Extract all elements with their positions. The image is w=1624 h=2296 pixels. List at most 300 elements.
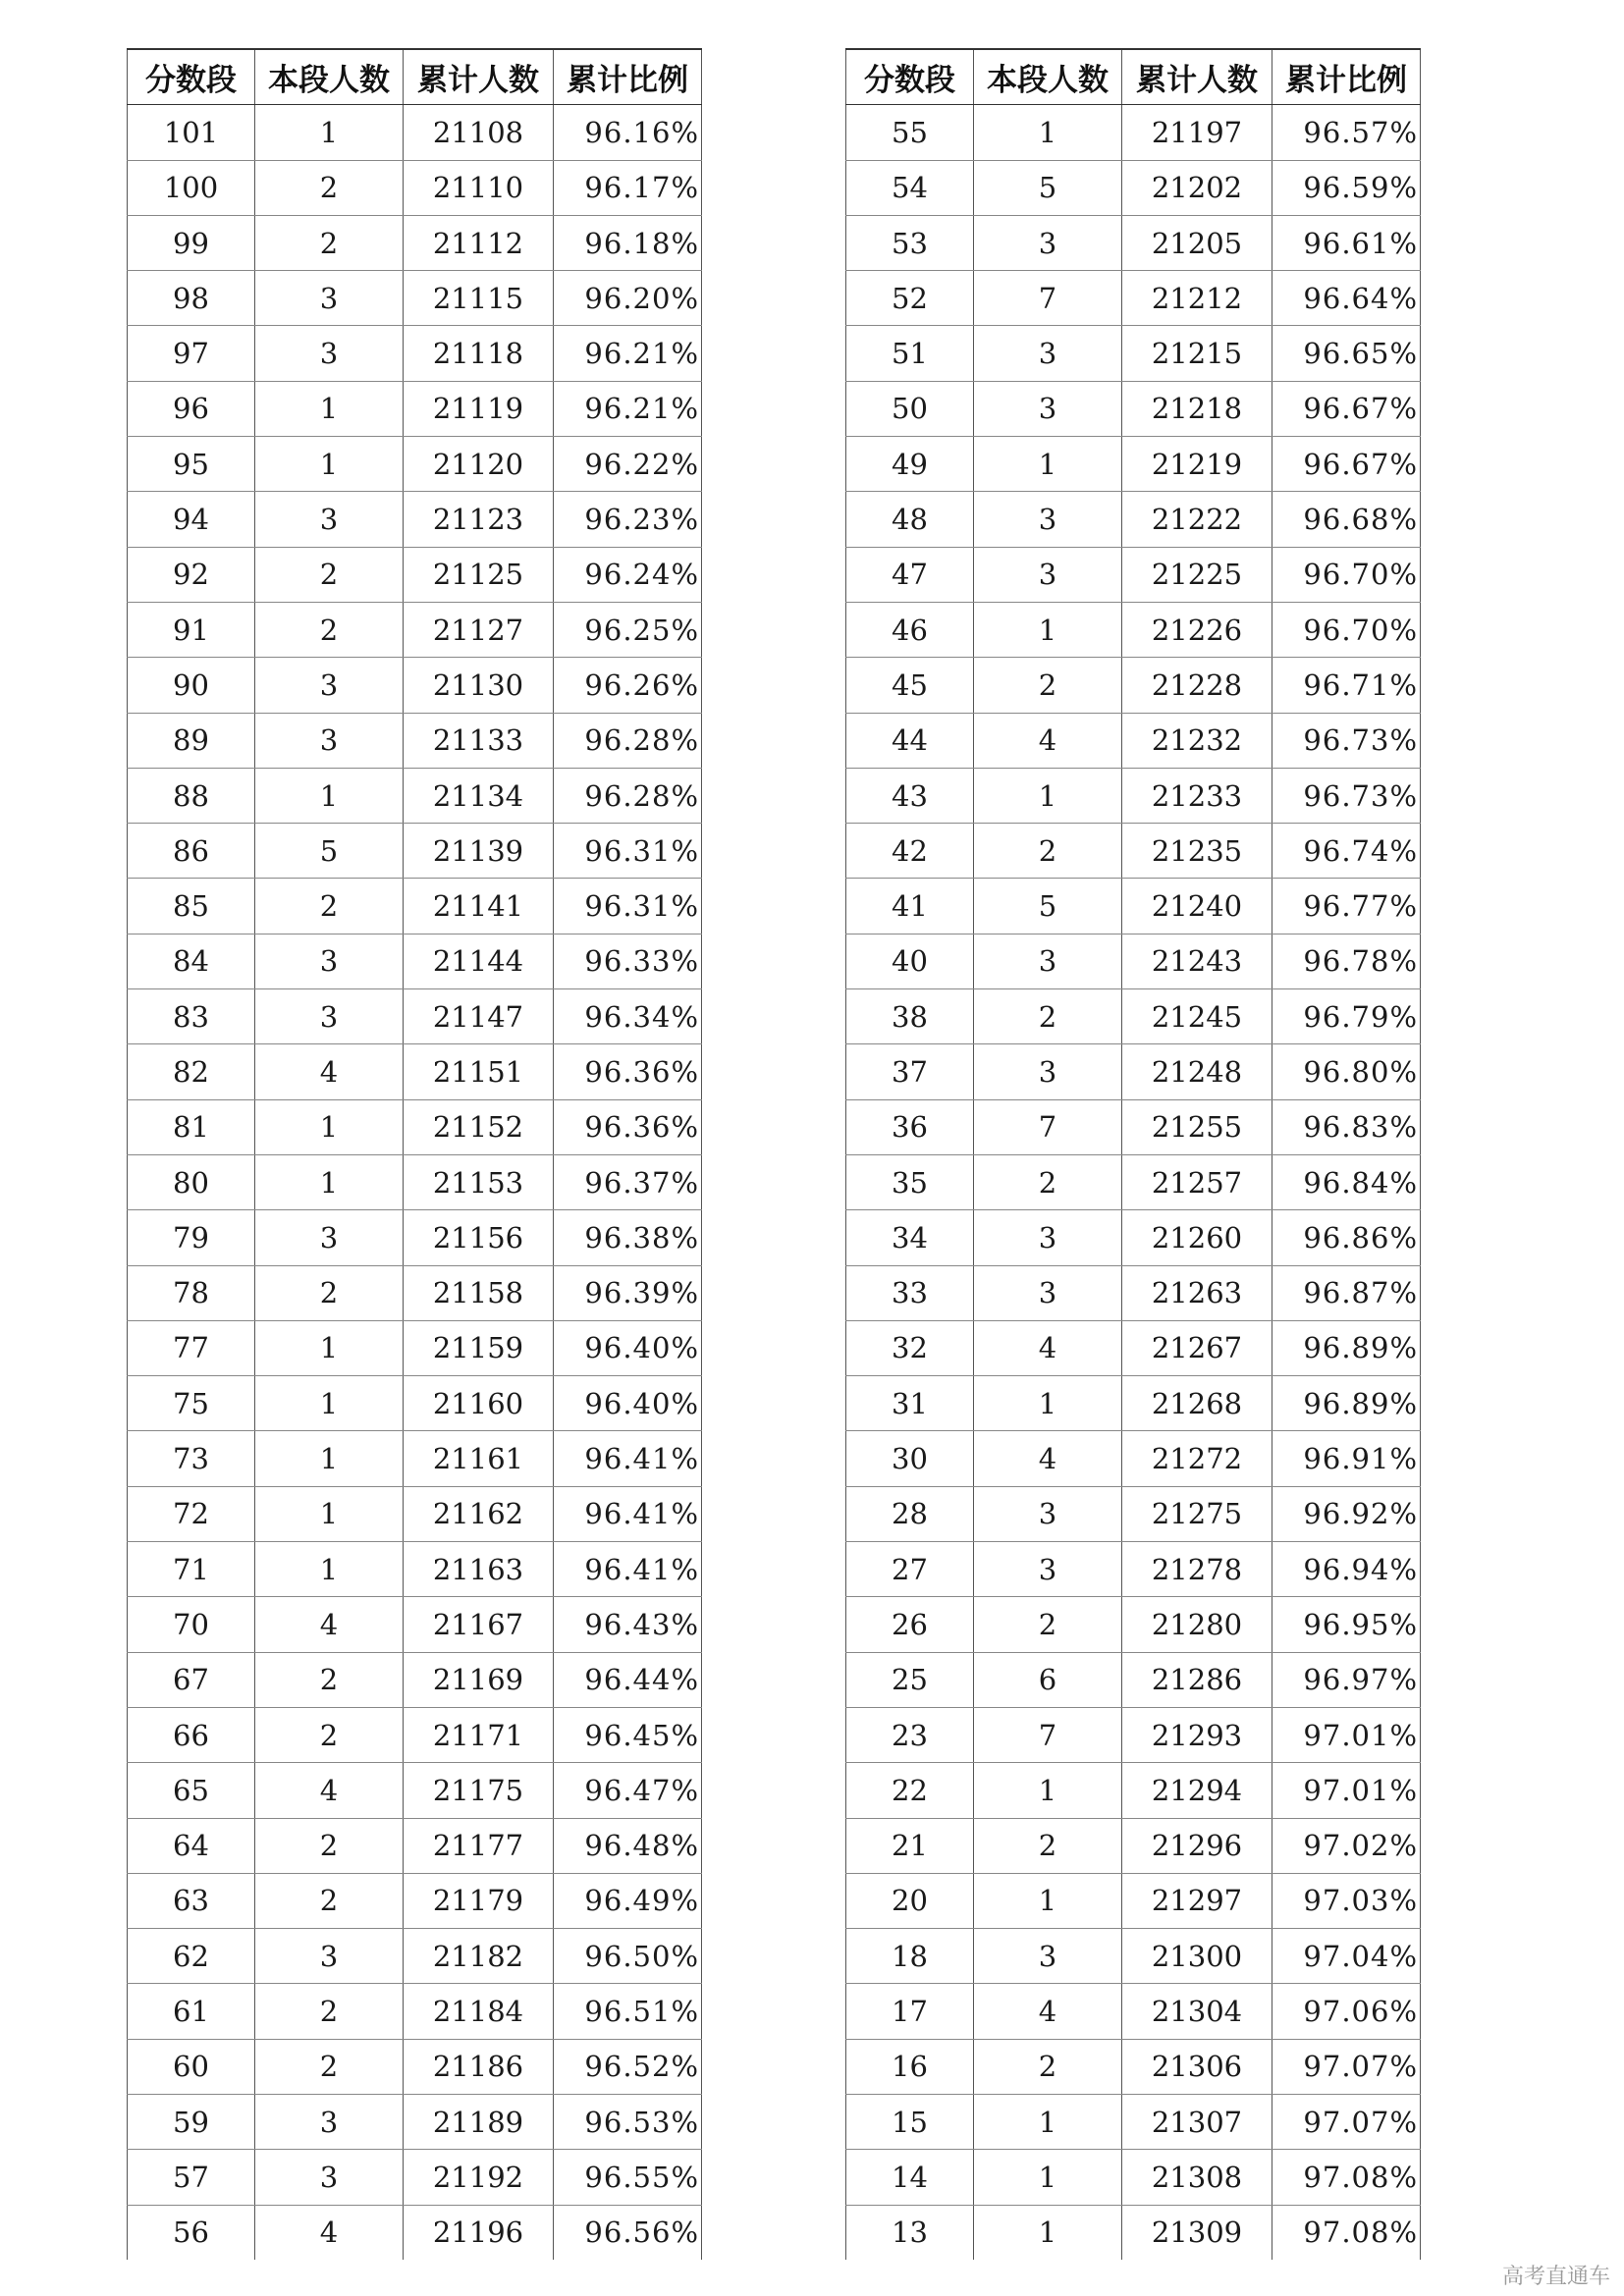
- segment-count-cell: 3: [255, 1929, 404, 1984]
- score-range-cell: 20: [846, 1873, 974, 1928]
- cumulative-count-cell: 21119: [404, 381, 554, 436]
- cumulative-count-cell: 21125: [404, 547, 554, 602]
- score-range-cell: 98: [128, 271, 255, 326]
- score-range-cell: 75: [128, 1376, 255, 1431]
- segment-count-cell: 3: [255, 2150, 404, 2205]
- table-row: [846, 989, 1421, 1044]
- score-range-cell: 85: [128, 879, 255, 934]
- cumulative-count-cell: 21152: [404, 1099, 554, 1154]
- cumulative-count-cell: 21255: [1122, 1099, 1272, 1154]
- segment-count-cell: 2: [255, 879, 404, 934]
- segment-count-cell: 7: [974, 1099, 1122, 1154]
- cumulative-count-cell: 21294: [1122, 1763, 1272, 1818]
- column-header-cumulative-ratio: 累计比例: [554, 49, 702, 105]
- cumulative-ratio-cell: 97.07%: [1272, 2094, 1421, 2149]
- cumulative-ratio-cell: 96.20%: [554, 271, 702, 326]
- segment-count-cell: 2: [974, 989, 1122, 1044]
- table-row: [846, 2150, 1421, 2205]
- score-range-cell: 25: [846, 1652, 974, 1707]
- table-row: [846, 1542, 1421, 1597]
- table-row: [128, 1652, 702, 1707]
- cumulative-ratio-cell: 96.77%: [1272, 879, 1421, 934]
- cumulative-ratio-cell: 96.55%: [554, 2150, 702, 2205]
- cumulative-count-cell: 21120: [404, 437, 554, 492]
- segment-count-cell: 4: [974, 1320, 1122, 1375]
- cumulative-count-cell: 21235: [1122, 824, 1272, 879]
- cumulative-count-cell: 21169: [404, 1652, 554, 1707]
- cumulative-count-cell: 21222: [1122, 492, 1272, 547]
- segment-count-cell: 3: [255, 492, 404, 547]
- segment-count-cell: 2: [255, 1873, 404, 1928]
- cumulative-count-cell: 21179: [404, 1873, 554, 1928]
- table-row: [846, 824, 1421, 879]
- table-row: [128, 1431, 702, 1486]
- cumulative-ratio-cell: 96.41%: [554, 1486, 702, 1541]
- score-range-cell: 30: [846, 1431, 974, 1486]
- cumulative-ratio-cell: 96.37%: [554, 1154, 702, 1209]
- segment-count-cell: 1: [974, 768, 1122, 823]
- segment-count-cell: 1: [255, 1486, 404, 1541]
- score-range-cell: 34: [846, 1210, 974, 1265]
- segment-count-cell: 2: [974, 824, 1122, 879]
- cumulative-ratio-cell: 96.67%: [1272, 437, 1421, 492]
- cumulative-count-cell: 21296: [1122, 1818, 1272, 1873]
- cumulative-count-cell: 21272: [1122, 1431, 1272, 1486]
- table-row: [128, 879, 702, 934]
- cumulative-ratio-cell: 96.64%: [1272, 271, 1421, 326]
- cumulative-ratio-cell: 96.94%: [1272, 1542, 1421, 1597]
- cumulative-count-cell: 21212: [1122, 271, 1272, 326]
- table-row: [128, 1763, 702, 1818]
- score-range-cell: 67: [128, 1652, 255, 1707]
- cumulative-ratio-cell: 96.51%: [554, 1984, 702, 2039]
- table-row: [846, 215, 1421, 270]
- segment-count-cell: 3: [974, 215, 1122, 270]
- cumulative-count-cell: 21133: [404, 713, 554, 768]
- table-row: [846, 492, 1421, 547]
- score-range-cell: 91: [128, 602, 255, 657]
- cumulative-count-cell: 21280: [1122, 1597, 1272, 1652]
- segment-count-cell: 1: [255, 1154, 404, 1209]
- table-row: [128, 1542, 702, 1597]
- score-range-cell: 66: [128, 1707, 255, 1762]
- score-range-cell: 64: [128, 1818, 255, 1873]
- segment-count-cell: 3: [974, 381, 1122, 436]
- cumulative-count-cell: 21130: [404, 658, 554, 713]
- table-row: [846, 1154, 1421, 1209]
- cumulative-count-cell: 21112: [404, 215, 554, 270]
- score-range-cell: 65: [128, 1763, 255, 1818]
- segment-count-cell: 2: [974, 658, 1122, 713]
- cumulative-ratio-cell: 96.67%: [1272, 381, 1421, 436]
- table-row: [128, 989, 702, 1044]
- segment-count-cell: 4: [255, 2205, 404, 2260]
- cumulative-ratio-cell: 96.53%: [554, 2094, 702, 2149]
- segment-count-cell: 3: [255, 2094, 404, 2149]
- score-range-cell: 79: [128, 1210, 255, 1265]
- cumulative-count-cell: 21232: [1122, 713, 1272, 768]
- cumulative-ratio-cell: 96.33%: [554, 934, 702, 988]
- score-range-cell: 44: [846, 713, 974, 768]
- cumulative-count-cell: 21215: [1122, 326, 1272, 381]
- cumulative-ratio-cell: 96.28%: [554, 713, 702, 768]
- score-range-cell: 88: [128, 768, 255, 823]
- cumulative-ratio-cell: 96.92%: [1272, 1486, 1421, 1541]
- cumulative-count-cell: 21219: [1122, 437, 1272, 492]
- cumulative-count-cell: 21268: [1122, 1376, 1272, 1431]
- cumulative-count-cell: 21300: [1122, 1929, 1272, 1984]
- table-row: [846, 547, 1421, 602]
- cumulative-ratio-cell: 96.73%: [1272, 768, 1421, 823]
- score-range-cell: 28: [846, 1486, 974, 1541]
- score-range-cell: 15: [846, 2094, 974, 2149]
- score-range-cell: 59: [128, 2094, 255, 2149]
- table-row: [846, 105, 1421, 160]
- table-row: [128, 105, 702, 160]
- segment-count-cell: 3: [255, 934, 404, 988]
- score-range-cell: 43: [846, 768, 974, 823]
- cumulative-ratio-cell: 96.45%: [554, 1707, 702, 1762]
- score-range-cell: 21: [846, 1818, 974, 1873]
- segment-count-cell: 2: [974, 1818, 1122, 1873]
- score-range-cell: 41: [846, 879, 974, 934]
- cumulative-count-cell: 21218: [1122, 381, 1272, 436]
- cumulative-ratio-cell: 96.48%: [554, 1818, 702, 1873]
- table-row: [128, 1154, 702, 1209]
- score-range-cell: 27: [846, 1542, 974, 1597]
- table-row: [846, 271, 1421, 326]
- table-row: [846, 768, 1421, 823]
- table-row: [128, 1984, 702, 2039]
- score-range-cell: 53: [846, 215, 974, 270]
- table-row: [846, 602, 1421, 657]
- score-range-cell: 40: [846, 934, 974, 988]
- segment-count-cell: 3: [974, 1542, 1122, 1597]
- cumulative-count-cell: 21245: [1122, 989, 1272, 1044]
- segment-count-cell: 1: [255, 381, 404, 436]
- segment-count-cell: 4: [974, 1431, 1122, 1486]
- cumulative-count-cell: 21189: [404, 2094, 554, 2149]
- cumulative-count-cell: 21202: [1122, 160, 1272, 215]
- segment-count-cell: 2: [255, 1652, 404, 1707]
- cumulative-count-cell: 21134: [404, 768, 554, 823]
- table-row: [128, 160, 702, 215]
- cumulative-count-cell: 21248: [1122, 1044, 1272, 1099]
- table-row: [128, 602, 702, 657]
- cumulative-ratio-cell: 96.21%: [554, 381, 702, 436]
- cumulative-ratio-cell: 96.71%: [1272, 658, 1421, 713]
- score-range-cell: 84: [128, 934, 255, 988]
- table-row: [846, 1873, 1421, 1928]
- column-header-segment-count: 本段人数: [255, 49, 404, 105]
- cumulative-count-cell: 21127: [404, 602, 554, 657]
- cumulative-ratio-cell: 96.95%: [1272, 1597, 1421, 1652]
- cumulative-ratio-cell: 96.22%: [554, 437, 702, 492]
- cumulative-ratio-cell: 96.39%: [554, 1265, 702, 1320]
- cumulative-ratio-cell: 96.70%: [1272, 547, 1421, 602]
- table-row: [128, 326, 702, 381]
- score-range-cell: 55: [846, 105, 974, 160]
- score-range-cell: 13: [846, 2205, 974, 2260]
- cumulative-ratio-cell: 96.26%: [554, 658, 702, 713]
- table-row: [128, 2039, 702, 2094]
- cumulative-count-cell: 21161: [404, 1431, 554, 1486]
- segment-count-cell: 6: [974, 1652, 1122, 1707]
- cumulative-ratio-cell: 96.40%: [554, 1376, 702, 1431]
- header-row: [846, 49, 1421, 105]
- cumulative-ratio-cell: 96.73%: [1272, 713, 1421, 768]
- table-row: [128, 437, 702, 492]
- table-row: [128, 1486, 702, 1541]
- segment-count-cell: 1: [255, 1376, 404, 1431]
- score-range-cell: 89: [128, 713, 255, 768]
- cumulative-count-cell: 21108: [404, 105, 554, 160]
- cumulative-count-cell: 21304: [1122, 1984, 1272, 2039]
- table-row: [846, 2094, 1421, 2149]
- column-header-score-range: 分数段: [846, 49, 974, 105]
- table-row: [128, 1376, 702, 1431]
- table-row: [128, 271, 702, 326]
- table-row: [846, 713, 1421, 768]
- cumulative-count-cell: 21147: [404, 989, 554, 1044]
- table-row: [846, 1763, 1421, 1818]
- table-row: [128, 1044, 702, 1099]
- segment-count-cell: 2: [255, 1818, 404, 1873]
- cumulative-count-cell: 21233: [1122, 768, 1272, 823]
- segment-count-cell: 1: [974, 105, 1122, 160]
- segment-count-cell: 4: [974, 713, 1122, 768]
- segment-count-cell: 2: [974, 1597, 1122, 1652]
- cumulative-ratio-cell: 96.61%: [1272, 215, 1421, 270]
- score-range-cell: 92: [128, 547, 255, 602]
- cumulative-ratio-cell: 96.40%: [554, 1320, 702, 1375]
- cumulative-ratio-cell: 96.83%: [1272, 1099, 1421, 1154]
- score-range-cell: 37: [846, 1044, 974, 1099]
- score-range-cell: 17: [846, 1984, 974, 2039]
- segment-count-cell: 2: [255, 547, 404, 602]
- table-row: [846, 1707, 1421, 1762]
- segment-count-cell: 1: [974, 1376, 1122, 1431]
- score-range-cell: 73: [128, 1431, 255, 1486]
- score-range-cell: 60: [128, 2039, 255, 2094]
- cumulative-count-cell: 21158: [404, 1265, 554, 1320]
- segment-count-cell: 3: [974, 547, 1122, 602]
- cumulative-ratio-cell: 96.79%: [1272, 989, 1421, 1044]
- score-range-cell: 33: [846, 1265, 974, 1320]
- segment-count-cell: 3: [255, 658, 404, 713]
- segment-count-cell: 1: [255, 1099, 404, 1154]
- cumulative-count-cell: 21160: [404, 1376, 554, 1431]
- segment-count-cell: 5: [255, 824, 404, 879]
- cumulative-ratio-cell: 97.07%: [1272, 2039, 1421, 2094]
- table-row: [128, 547, 702, 602]
- segment-count-cell: 2: [974, 2039, 1122, 2094]
- score-range-cell: 16: [846, 2039, 974, 2094]
- segment-count-cell: 1: [974, 2094, 1122, 2149]
- cumulative-count-cell: 21225: [1122, 547, 1272, 602]
- table-row: [128, 1210, 702, 1265]
- cumulative-count-cell: 21192: [404, 2150, 554, 2205]
- segment-count-cell: 1: [255, 1320, 404, 1375]
- cumulative-ratio-cell: 96.57%: [1272, 105, 1421, 160]
- table-row: [128, 1099, 702, 1154]
- cumulative-count-cell: 21309: [1122, 2205, 1272, 2260]
- score-range-cell: 18: [846, 1929, 974, 1984]
- column-header-cumulative-ratio: 累计比例: [1272, 49, 1421, 105]
- cumulative-ratio-cell: 96.74%: [1272, 824, 1421, 879]
- cumulative-ratio-cell: 96.65%: [1272, 326, 1421, 381]
- score-range-cell: 100: [128, 160, 255, 215]
- cumulative-ratio-cell: 97.01%: [1272, 1707, 1421, 1762]
- score-range-cell: 90: [128, 658, 255, 713]
- table-row: [128, 1818, 702, 1873]
- score-table-left: [127, 48, 702, 2260]
- cumulative-ratio-cell: 97.03%: [1272, 1873, 1421, 1928]
- segment-count-cell: 3: [974, 1929, 1122, 1984]
- cumulative-count-cell: 21286: [1122, 1652, 1272, 1707]
- segment-count-cell: 4: [974, 1984, 1122, 2039]
- cumulative-ratio-cell: 97.02%: [1272, 1818, 1421, 1873]
- cumulative-count-cell: 21184: [404, 1984, 554, 2039]
- score-range-cell: 48: [846, 492, 974, 547]
- cumulative-ratio-cell: 97.04%: [1272, 1929, 1421, 1984]
- cumulative-ratio-cell: 96.24%: [554, 547, 702, 602]
- table-row: [846, 1210, 1421, 1265]
- segment-count-cell: 3: [974, 326, 1122, 381]
- segment-count-cell: 5: [974, 879, 1122, 934]
- table-row: [846, 879, 1421, 934]
- segment-count-cell: 2: [255, 2039, 404, 2094]
- cumulative-count-cell: 21159: [404, 1320, 554, 1375]
- score-range-cell: 14: [846, 2150, 974, 2205]
- segment-count-cell: 3: [974, 492, 1122, 547]
- score-range-cell: 86: [128, 824, 255, 879]
- score-range-cell: 80: [128, 1154, 255, 1209]
- cumulative-count-cell: 21307: [1122, 2094, 1272, 2149]
- cumulative-ratio-cell: 96.36%: [554, 1044, 702, 1099]
- table-row: [846, 1486, 1421, 1541]
- table-row: [846, 658, 1421, 713]
- table-row: [128, 2094, 702, 2149]
- cumulative-ratio-cell: 96.41%: [554, 1431, 702, 1486]
- cumulative-count-cell: 21171: [404, 1707, 554, 1762]
- cumulative-ratio-cell: 97.08%: [1272, 2205, 1421, 2260]
- cumulative-ratio-cell: 96.49%: [554, 1873, 702, 1928]
- cumulative-ratio-cell: 96.31%: [554, 824, 702, 879]
- table-row: [846, 381, 1421, 436]
- segment-count-cell: 3: [255, 989, 404, 1044]
- cumulative-count-cell: 21123: [404, 492, 554, 547]
- cumulative-count-cell: 21260: [1122, 1210, 1272, 1265]
- segment-count-cell: 3: [255, 271, 404, 326]
- segment-count-cell: 1: [255, 1542, 404, 1597]
- cumulative-count-cell: 21293: [1122, 1707, 1272, 1762]
- cumulative-ratio-cell: 96.16%: [554, 105, 702, 160]
- score-range-cell: 42: [846, 824, 974, 879]
- cumulative-ratio-cell: 96.50%: [554, 1929, 702, 1984]
- cumulative-ratio-cell: 96.68%: [1272, 492, 1421, 547]
- cumulative-count-cell: 21228: [1122, 658, 1272, 713]
- cumulative-count-cell: 21177: [404, 1818, 554, 1873]
- score-range-cell: 52: [846, 271, 974, 326]
- segment-count-cell: 5: [974, 160, 1122, 215]
- score-range-cell: 35: [846, 1154, 974, 1209]
- cumulative-count-cell: 21257: [1122, 1154, 1272, 1209]
- score-range-cell: 81: [128, 1099, 255, 1154]
- table-row: [846, 2039, 1421, 2094]
- segment-count-cell: 1: [974, 2205, 1122, 2260]
- score-range-cell: 78: [128, 1265, 255, 1320]
- cumulative-ratio-cell: 96.59%: [1272, 160, 1421, 215]
- score-range-cell: 57: [128, 2150, 255, 2205]
- score-range-cell: 70: [128, 1597, 255, 1652]
- score-range-cell: 47: [846, 547, 974, 602]
- cumulative-ratio-cell: 96.38%: [554, 1210, 702, 1265]
- cumulative-count-cell: 21151: [404, 1044, 554, 1099]
- segment-count-cell: 1: [974, 602, 1122, 657]
- score-range-cell: 61: [128, 1984, 255, 2039]
- score-range-cell: 72: [128, 1486, 255, 1541]
- segment-count-cell: 2: [974, 1154, 1122, 1209]
- cumulative-count-cell: 21226: [1122, 602, 1272, 657]
- score-range-cell: 38: [846, 989, 974, 1044]
- segment-count-cell: 2: [255, 1707, 404, 1762]
- segment-count-cell: 1: [255, 105, 404, 160]
- score-range-cell: 49: [846, 437, 974, 492]
- cumulative-ratio-cell: 96.97%: [1272, 1652, 1421, 1707]
- score-range-cell: 99: [128, 215, 255, 270]
- cumulative-ratio-cell: 96.21%: [554, 326, 702, 381]
- score-range-cell: 96: [128, 381, 255, 436]
- score-range-cell: 83: [128, 989, 255, 1044]
- cumulative-ratio-cell: 96.47%: [554, 1763, 702, 1818]
- table-row: [846, 1984, 1421, 2039]
- table-row: [128, 1265, 702, 1320]
- cumulative-count-cell: 21205: [1122, 215, 1272, 270]
- segment-count-cell: 3: [255, 1210, 404, 1265]
- table-row: [128, 1597, 702, 1652]
- segment-count-cell: 2: [255, 160, 404, 215]
- table-row: [846, 437, 1421, 492]
- segment-count-cell: 2: [255, 602, 404, 657]
- cumulative-ratio-cell: 96.84%: [1272, 1154, 1421, 1209]
- cumulative-ratio-cell: 96.44%: [554, 1652, 702, 1707]
- column-header-score-range: 分数段: [128, 49, 255, 105]
- score-range-cell: 26: [846, 1597, 974, 1652]
- segment-count-cell: 2: [255, 1265, 404, 1320]
- cumulative-ratio-cell: 96.89%: [1272, 1320, 1421, 1375]
- cumulative-count-cell: 21162: [404, 1486, 554, 1541]
- score-range-cell: 22: [846, 1763, 974, 1818]
- table-row: [128, 215, 702, 270]
- segment-count-cell: 1: [974, 437, 1122, 492]
- cumulative-count-cell: 21297: [1122, 1873, 1272, 1928]
- column-header-cumulative-count: 累计人数: [404, 49, 554, 105]
- cumulative-count-cell: 21196: [404, 2205, 554, 2260]
- score-range-cell: 97: [128, 326, 255, 381]
- cumulative-ratio-cell: 96.25%: [554, 602, 702, 657]
- cumulative-count-cell: 21167: [404, 1597, 554, 1652]
- table-row: [846, 1320, 1421, 1375]
- cumulative-ratio-cell: 96.23%: [554, 492, 702, 547]
- score-range-cell: 23: [846, 1707, 974, 1762]
- cumulative-ratio-cell: 96.70%: [1272, 602, 1421, 657]
- segment-count-cell: 1: [255, 1431, 404, 1486]
- score-range-cell: 54: [846, 160, 974, 215]
- segment-count-cell: 1: [974, 2150, 1122, 2205]
- table-row: [128, 934, 702, 988]
- cumulative-count-cell: 21186: [404, 2039, 554, 2094]
